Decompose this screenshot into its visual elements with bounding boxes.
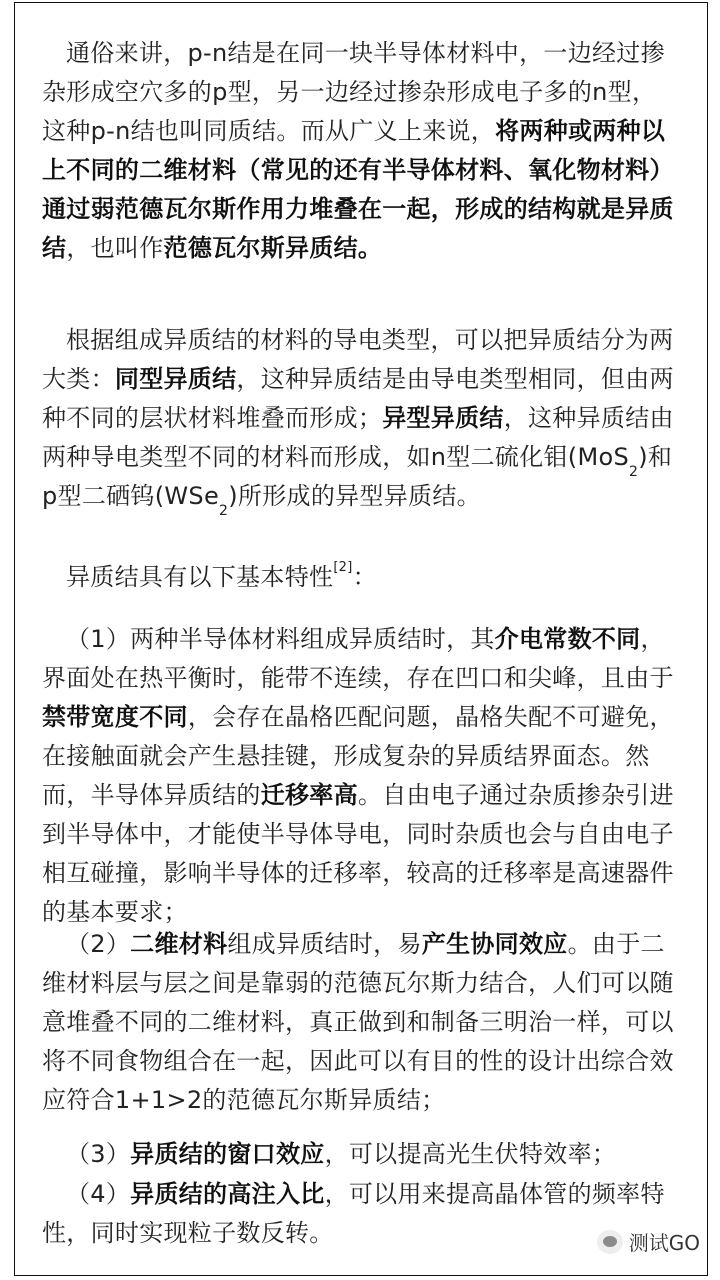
bold-text: 介电常数不同 (494, 625, 641, 653)
text-span: （2） (66, 930, 131, 958)
text-span: ，可以用来提高晶体管的频率特性，同时实现粒子数反转。 (42, 1180, 665, 1247)
text-span: 异质结具有以下基本特性 (66, 563, 334, 591)
text-span: 。由于二维材料层与层之间是靠弱的范德瓦尔斯力结合，人们可以随意堆叠不同的二维材料，真正做到和制备三明治一样，可以将不同食物组合在一起，因此可以有目的性的设计出综合效应符合1+1>2的范德瓦尔斯异质结； (42, 930, 674, 1114)
citation-ref: [2] (333, 560, 353, 575)
text-span: 。自由电子通过杂质掺杂引进到半导体中，才能使半导体导电，同时杂质也会与自由电子相互碰撞，影响半导体的迁移率，较高的迁移率是高速器件的基本要求； (42, 781, 674, 926)
text-span: ，这种异质结是由导电类型相同，但由两种不同的层状材料堆叠而形成； (42, 365, 674, 432)
text-span: ，可以提高光生伏特效率； (324, 1140, 617, 1168)
text-span: ，会存在晶格匹配问题，晶格失配不可避免，在接触面就会产生悬挂键，形成复杂的异质结界面态。然而，半导体异质结的 (42, 703, 674, 809)
text-span: 根据组成异质结的材料的导电类型，可以把异质结分为两大类： (42, 326, 674, 393)
bold-text: 产生协同效应 (421, 930, 568, 958)
text-span: ： (352, 563, 377, 591)
bold-text: 迁移率高 (260, 781, 358, 809)
subscript: 2 (629, 464, 639, 480)
text-span: ，界面处在热平衡时，能带不连续，存在凹口和尖峰，且由于 (42, 625, 674, 692)
paragraph-types (42, 321, 676, 519)
wechat-icon (597, 1230, 623, 1254)
bold-vdw-heterojunction: 范德瓦尔斯异质结。 (163, 234, 383, 262)
list-item-4 (42, 1175, 676, 1253)
text-span: （4） (66, 1180, 131, 1208)
list-item-2 (42, 925, 676, 1120)
bold-text: 异质结的窗口效应 (130, 1140, 325, 1168)
text-span: )和p型二硒钨(WSe (42, 443, 673, 510)
text-span: ，也叫作 (66, 234, 164, 262)
text-span: 通俗来讲，p-n结是在同一块半导体材料中，一边经过掺杂形成空穴多的p型，另一边经过掺杂形成电子多的n型，这种p-n结也叫同质结。而从广义上来说， (42, 39, 665, 145)
bold-anisotype: 异型异质结 (382, 404, 504, 432)
paragraph-homojunction (42, 34, 676, 268)
bold-text: 异质结的高注入比 (130, 1180, 325, 1208)
brand-logo[interactable] (597, 1227, 700, 1256)
brand-name: 测试GO (628, 1231, 700, 1255)
bold-isotype: 同型异质结 (114, 365, 237, 393)
bold-text: 禁带宽度不同 (42, 703, 188, 731)
bold-text: 二维材料 (130, 930, 228, 958)
list-item-3 (42, 1135, 676, 1174)
subscript: 2 (219, 503, 229, 519)
text-span: )所形成的异型异质结。 (228, 482, 481, 510)
text-span: ，这种异质结由两种导电类型不同的材料而形成，如n型二硫化钼(MoS (42, 404, 674, 471)
text-span: （3） (66, 1140, 131, 1168)
text-span: （1）两种半导体材料组成异质结时，其 (66, 625, 495, 653)
text-span: 组成异质结时，易 (227, 930, 422, 958)
paragraph-characteristics-intro (42, 558, 676, 597)
bold-heterojunction-definition: 将两种或两种以上不同的二维材料（常见的还有半导体材料、氧化物材料）通过弱范德瓦尔斯作用力堆叠在一起，形成的结构就是异质结 (42, 117, 674, 262)
list-item-1 (42, 620, 676, 932)
